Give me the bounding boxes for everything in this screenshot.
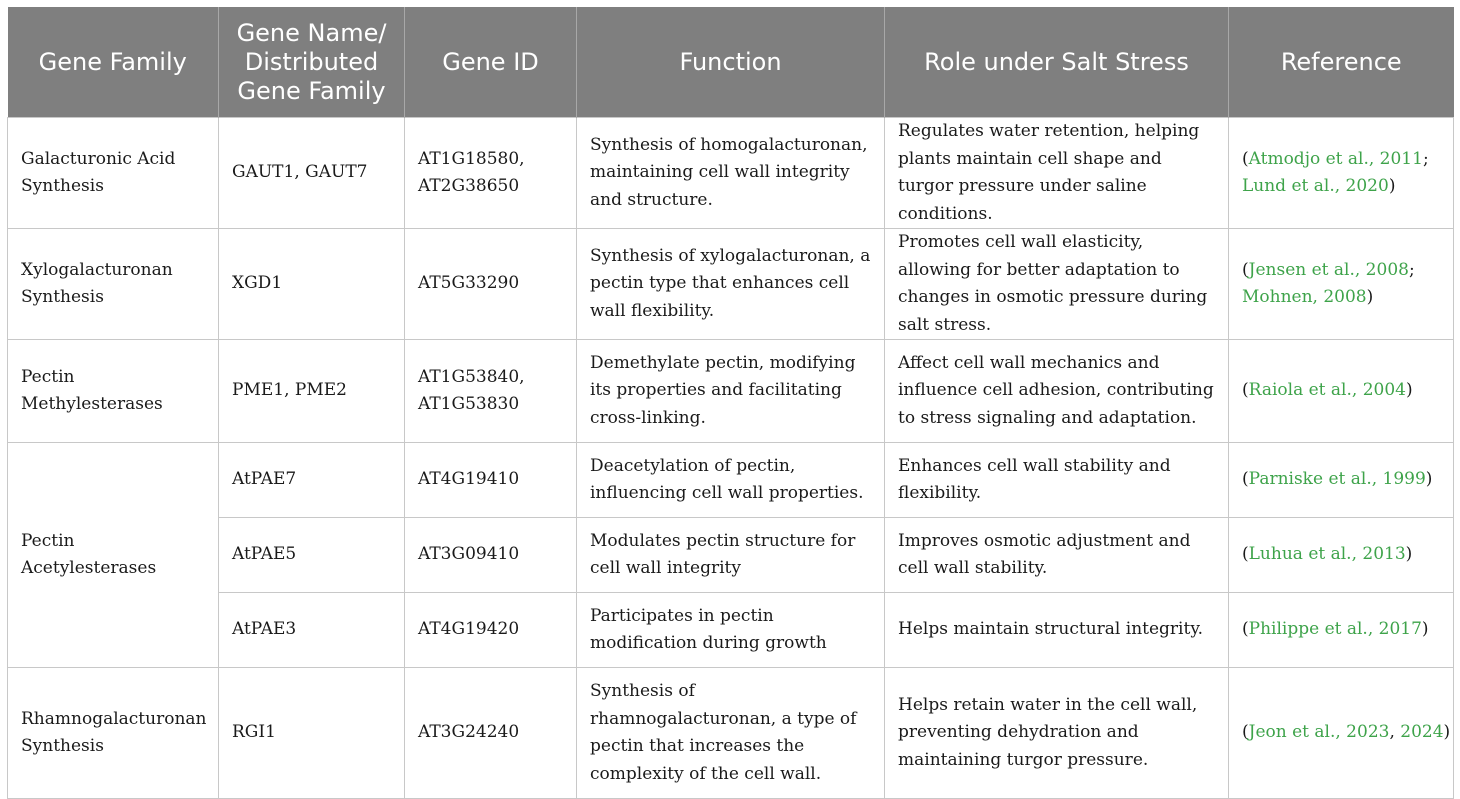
cell-gene-name: AtPAE3 bbox=[219, 593, 405, 668]
header-gene-family: Gene Family bbox=[8, 7, 219, 118]
cell-gene-name: XGD1 bbox=[219, 229, 405, 340]
cell-function: Participates in pectin modification during growth bbox=[577, 593, 885, 668]
table-row bbox=[8, 118, 1454, 229]
cell-function: Modulates pectin structure for cell wall integrity bbox=[577, 518, 885, 593]
ref-paren-open: ( bbox=[1242, 259, 1249, 280]
cell-gene-id: AT3G09410 bbox=[405, 518, 577, 593]
header-gene-id: Gene ID bbox=[405, 7, 577, 118]
cell-role: Promotes cell wall elasticity, allowing for better adaptation to changes in osmotic pressure during salt stress. bbox=[885, 229, 1229, 340]
ref-paren-open: ( bbox=[1242, 148, 1249, 169]
ref-separator: ; bbox=[1422, 148, 1429, 169]
cell-gene-family: Galacturonic Acid Synthesis bbox=[8, 118, 219, 229]
cell-reference bbox=[1229, 668, 1454, 799]
citation-link[interactable]: Lund et al., 2020 bbox=[1242, 176, 1389, 196]
cell-gene-family: Pectin Methylesterases bbox=[8, 340, 219, 443]
cell-function: Demethylate pectin, modifying its properties and facilitating cross-linking. bbox=[577, 340, 885, 443]
ref-paren-close: ) bbox=[1425, 469, 1433, 490]
ref-separator: , bbox=[1389, 722, 1401, 743]
table-row bbox=[8, 593, 1454, 668]
cell-reference bbox=[1229, 229, 1454, 340]
header-reference: Reference bbox=[1229, 7, 1454, 118]
citation-link[interactable]: Jeon et al., 2023 bbox=[1248, 722, 1390, 743]
cell-gene-name: RGI1 bbox=[219, 668, 405, 799]
cell-reference bbox=[1229, 443, 1454, 518]
table-row bbox=[8, 340, 1454, 443]
ref-paren-open: ( bbox=[1242, 722, 1249, 743]
cell-gene-name: AtPAE5 bbox=[219, 518, 405, 593]
cell-reference bbox=[1229, 593, 1454, 668]
citation-link[interactable]: Mohnen, 2008 bbox=[1242, 287, 1367, 307]
cell-role: Helps retain water in the cell wall, preventing dehydration and maintaining turgor pressure. bbox=[885, 668, 1229, 799]
citation-link[interactable]: Raiola et al., 2004 bbox=[1248, 380, 1406, 401]
cell-gene-id: AT5G33290 bbox=[405, 229, 577, 340]
ref-paren-close: ) bbox=[1366, 287, 1374, 307]
cell-gene-name: GAUT1, GAUT7 bbox=[219, 118, 405, 229]
cell-role: Affect cell wall mechanics and influence cell adhesion, contributing to stress signaling and adaptation. bbox=[885, 340, 1229, 443]
header-gene-name: Gene Name/ Distributed Gene Family bbox=[219, 7, 405, 118]
citation-link[interactable]: Luhua et al., 2013 bbox=[1248, 544, 1406, 565]
cell-function: Synthesis of homogalacturonan, maintaining cell wall integrity and structure. bbox=[577, 118, 885, 229]
cell-gene-id: AT1G53840, AT1G53830 bbox=[405, 340, 577, 443]
table-row bbox=[8, 518, 1454, 593]
citation-link[interactable]: 2024 bbox=[1400, 722, 1444, 743]
ref-paren-open: ( bbox=[1242, 469, 1249, 490]
ref-paren-open: ( bbox=[1242, 544, 1249, 565]
ref-paren-close: ) bbox=[1388, 176, 1396, 196]
ref-paren-close: ) bbox=[1405, 544, 1413, 565]
cell-gene-id: AT4G19410 bbox=[405, 443, 577, 518]
cell-role: Regulates water retention, helping plants maintain cell shape and turgor pressure under saline conditions. bbox=[885, 118, 1229, 229]
cell-function: Deacetylation of pectin, influencing cell wall properties. bbox=[577, 443, 885, 518]
cell-reference bbox=[1229, 340, 1454, 443]
ref-paren-close: ) bbox=[1405, 380, 1413, 401]
table-row bbox=[8, 668, 1454, 799]
header-role-salt-stress: Role under Salt Stress bbox=[885, 7, 1229, 118]
table-row bbox=[8, 443, 1454, 518]
cell-reference bbox=[1229, 118, 1454, 229]
ref-paren-close: ) bbox=[1421, 619, 1429, 640]
table-row bbox=[8, 229, 1454, 340]
cell-role: Enhances cell wall stability and flexibility. bbox=[885, 443, 1229, 518]
cell-gene-name: AtPAE7 bbox=[219, 443, 405, 518]
header-row bbox=[8, 7, 1454, 118]
citation-link[interactable]: Philippe et al., 2017 bbox=[1248, 619, 1422, 640]
cell-function: Synthesis of rhamnogalacturonan, a type of pectin that increases the complexity of the cell wall. bbox=[577, 668, 885, 799]
cell-function: Synthesis of xylogalacturonan, a pectin type that enhances cell wall flexibility. bbox=[577, 229, 885, 340]
cell-gene-family: Rhamnogalacturonan Synthesis bbox=[8, 668, 219, 799]
cell-gene-id: AT1G18580, AT2G38650 bbox=[405, 118, 577, 229]
header-function: Function bbox=[577, 7, 885, 118]
cell-gene-name: PME1, PME2 bbox=[219, 340, 405, 443]
ref-paren-open: ( bbox=[1242, 380, 1249, 401]
ref-separator: ; bbox=[1408, 259, 1415, 280]
ref-paren-close: ) bbox=[1443, 722, 1451, 743]
citation-link[interactable]: Atmodjo et al., 2011 bbox=[1248, 148, 1423, 169]
cell-role: Improves osmotic adjustment and cell wall stability. bbox=[885, 518, 1229, 593]
citation-link[interactable]: Jensen et al., 2008 bbox=[1248, 259, 1409, 280]
cell-gene-id: AT3G24240 bbox=[405, 668, 577, 799]
citation-link[interactable]: Parniske et al., 1999 bbox=[1248, 469, 1426, 490]
cell-reference bbox=[1229, 518, 1454, 593]
ref-paren-open: ( bbox=[1242, 619, 1249, 640]
cell-gene-id: AT4G19420 bbox=[405, 593, 577, 668]
cell-role: Helps maintain structural integrity. bbox=[885, 593, 1229, 668]
gene-table bbox=[7, 7, 1454, 799]
cell-gene-family: Xylogalacturonan Synthesis bbox=[8, 229, 219, 340]
cell-gene-family: Pectin Acetylesterases bbox=[8, 443, 219, 668]
